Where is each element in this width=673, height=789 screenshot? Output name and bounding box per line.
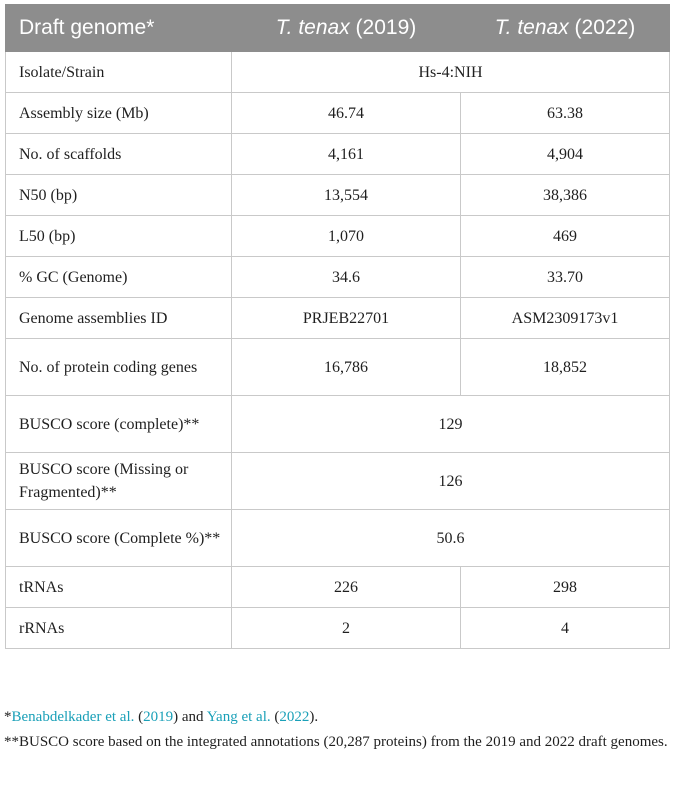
value-busco-missing: 126	[232, 453, 670, 510]
table-row	[6, 216, 670, 257]
value-scaffolds-2022: 4,904	[461, 134, 670, 175]
citation-link-yang[interactable]: Yang et al.	[206, 709, 271, 725]
value-scaffolds-2019: 4,161	[232, 134, 461, 175]
table-row	[6, 453, 670, 510]
table-row	[6, 93, 670, 134]
table-header	[6, 5, 670, 52]
row-label-rrnas: rRNAs	[6, 608, 232, 649]
footnote-marker: *	[4, 709, 12, 725]
citation-year-link-2022[interactable]: 2022	[279, 709, 310, 725]
table-row	[6, 52, 670, 93]
value-protein-genes-2022: 18,852	[461, 339, 670, 396]
value-trnas-2019: 226	[232, 567, 461, 608]
value-l50-2022: 469	[461, 216, 670, 257]
value-assembly-id-2019: PRJEB22701	[232, 298, 461, 339]
value-l50-2019: 1,070	[232, 216, 461, 257]
header-2019-species: T. tenax	[275, 16, 350, 39]
table-row	[6, 175, 670, 216]
table-row	[6, 298, 670, 339]
citation-year-link-2019[interactable]: 2019	[143, 709, 174, 725]
footnote-busco: **BUSCO score based on the integrated annotations (20,287 proteins) from the 2019 and 2022 draft genomes.	[4, 734, 668, 750]
table-row	[6, 567, 670, 608]
value-trnas-2022: 298	[461, 567, 670, 608]
value-gc-2019: 34.6	[232, 257, 461, 298]
footnote-text: ) and	[173, 709, 207, 725]
row-label-busco-complete: BUSCO score (complete)**	[6, 396, 232, 453]
header-draft-genome: Draft genome*	[6, 5, 232, 52]
value-n50-2022: 38,386	[461, 175, 670, 216]
row-label-n50: N50 (bp)	[6, 175, 232, 216]
row-label-scaffolds: No. of scaffolds	[6, 134, 232, 175]
table-row	[6, 608, 670, 649]
row-label-l50: L50 (bp)	[6, 216, 232, 257]
value-busco-complete: 129	[232, 396, 670, 453]
value-protein-genes-2019: 16,786	[232, 339, 461, 396]
footnote-text: (	[270, 709, 280, 725]
header-2022-year: (2022)	[568, 16, 636, 39]
genome-comparison-table	[5, 4, 670, 649]
row-label-gc: % GC (Genome)	[6, 257, 232, 298]
footnote-references	[4, 706, 669, 728]
table-body	[6, 52, 670, 649]
table-row	[6, 510, 670, 567]
value-isolate: Hs-4:NIH	[232, 52, 670, 93]
value-n50-2019: 13,554	[232, 175, 461, 216]
value-rrnas-2022: 4	[461, 608, 670, 649]
header-tenax-2019	[232, 5, 461, 52]
row-label-isolate: Isolate/Strain	[6, 52, 232, 93]
row-label-trnas: tRNAs	[6, 567, 232, 608]
value-assembly-size-2019: 46.74	[232, 93, 461, 134]
value-assembly-size-2022: 63.38	[461, 93, 670, 134]
row-label-protein-genes: No. of protein coding genes	[6, 339, 232, 396]
header-2019-year: (2019)	[349, 16, 417, 39]
value-busco-pct: 50.6	[232, 510, 670, 567]
header-tenax-2022	[461, 5, 670, 52]
table-row	[6, 257, 670, 298]
value-assembly-id-2022: ASM2309173v1	[461, 298, 670, 339]
header-row	[6, 5, 670, 52]
header-2022-species: T. tenax	[494, 16, 569, 39]
table-row	[6, 339, 670, 396]
row-label-busco-pct: BUSCO score (Complete %)**	[6, 510, 232, 567]
row-label-assembly-id: Genome assemblies ID	[6, 298, 232, 339]
table-row	[6, 134, 670, 175]
table-row	[6, 396, 670, 453]
footnote-text: (	[134, 709, 144, 725]
value-rrnas-2019: 2	[232, 608, 461, 649]
table-footnotes	[4, 706, 669, 756]
row-label-busco-missing: BUSCO score (Missing or Fragmented)**	[6, 453, 232, 510]
footnote-text: ).	[309, 709, 319, 725]
citation-link-benabdelkader[interactable]: Benabdelkader et al.	[11, 709, 135, 725]
value-gc-2022: 33.70	[461, 257, 670, 298]
row-label-assembly-size: Assembly size (Mb)	[6, 93, 232, 134]
